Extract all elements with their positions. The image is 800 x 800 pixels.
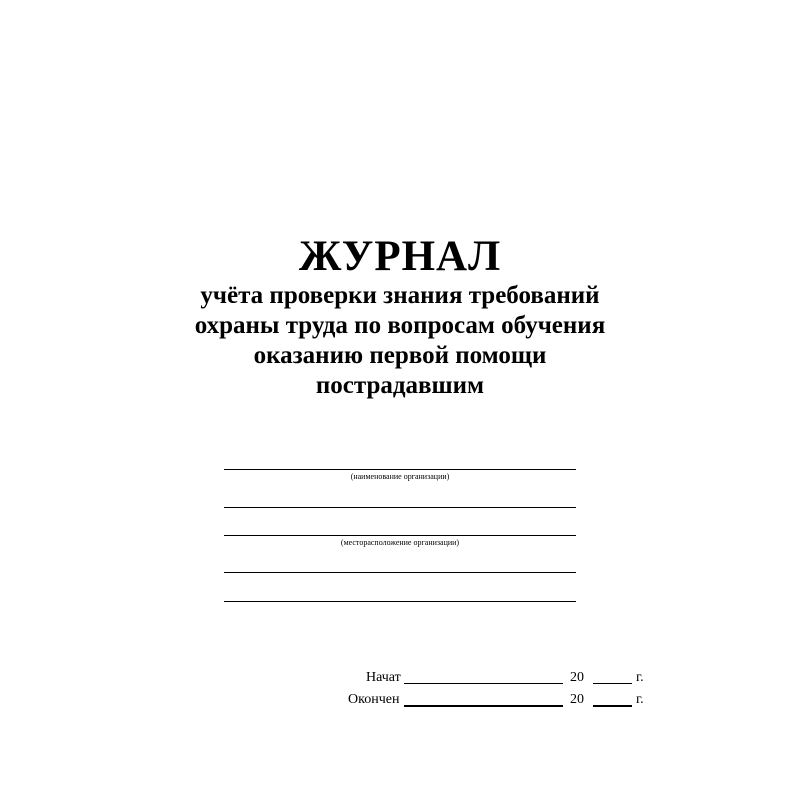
subtitle-line: учёта проверки знания требований [200,282,600,309]
org-name-line-2 [224,507,576,508]
org-name-line [224,469,576,470]
journal-subtitle [0,281,800,401]
org-location-line [224,535,576,536]
started-label: Начат [366,670,401,685]
finished-date-line [404,705,563,707]
finished-year-prefix: 20 [570,692,584,707]
started-year-suffix: г. [636,670,644,685]
finished-year-line [593,705,632,707]
started-date-line [404,683,563,684]
org-location-line-3 [224,601,576,602]
org-location-line-2 [224,572,576,573]
subtitle-line: пострадавшим [315,372,485,399]
started-year-line [593,683,632,684]
org-location-caption: (месторасположение организации) [340,538,460,547]
finished-label: Окончен [348,692,400,707]
org-name-caption: (наименование организации) [350,472,450,481]
finished-year-suffix: г. [636,692,644,707]
subtitle-line: охраны труда по вопросам обучения [194,312,606,339]
journal-title: ЖУРНАЛ [298,233,502,280]
subtitle-line: оказанию первой помощи [253,342,547,369]
started-year-prefix: 20 [570,670,584,685]
